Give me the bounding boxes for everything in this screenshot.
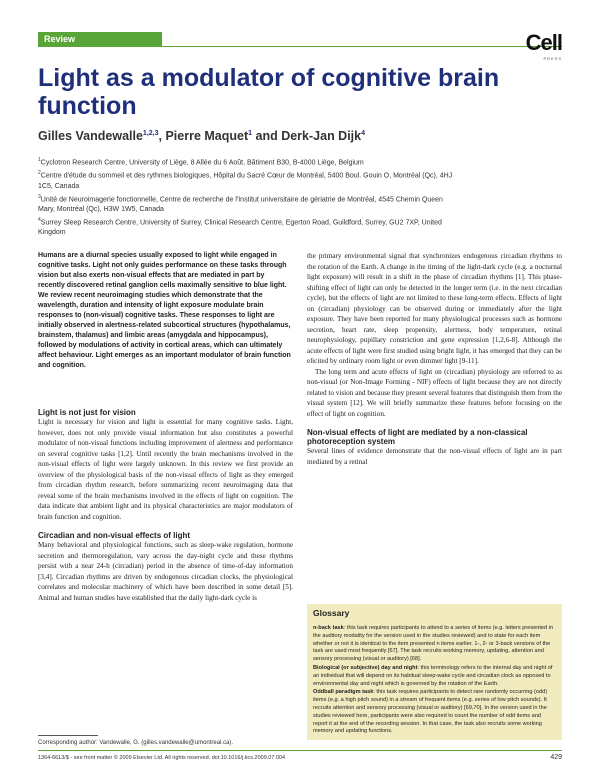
author-name: Derk-Jan Dijk: [281, 129, 362, 143]
glossary-term: n-back task: [313, 625, 344, 631]
affiliation-number: 4: [38, 216, 41, 223]
glossary-definition: : this task requires participants to attend to a series of items (e.g. letters presented in the auditory modality for the version used in the studies reviewed) and to state for each item whether or not it is identical to the item presented n items earlier. 1-, 2- or 3-back versions of the task are used most frequently [67]. The task recruits working memory, updating, attention and sensory processing (visual or auditory) [68].: [313, 625, 554, 663]
glossary-term: Oddball paradigm task: [313, 689, 374, 696]
issn-line: 1364-6613/$ - see front matter © 2009 Elsevier Ltd. All rights reserved. doi:10.1016/j.tics.2009.07.004: [38, 755, 286, 761]
author-affiliation-marker: 1,2,3: [142, 129, 159, 137]
affiliation: [38, 215, 458, 238]
affiliation-number: 3: [38, 193, 41, 200]
author-list: [38, 129, 562, 143]
body-paragraph: Light is necessary for vision and light is essential for many cognitive tasks. Light, however, does not only provide visual information but also constitutes a powerful modulator of non-visual functions including improvement of alertness and performance on several cognitive tasks [1,2]. Until recently the brain mechanisms involved in the non-visual effects of light were largely unknown. In this review we first provide an overview of the physiological basis of the non-visual effects of light as they emerged from circadian rhythm research, before summarizing recent neuroimaging data that reveal some of the brain mechanisms involved in the effects of light on cognition. The data indicate that ambient light and its physical characteristics are major modulators of brain function and cognition.: [38, 418, 293, 521]
article-title: Light as a modulator of cognitive brain function: [38, 64, 500, 120]
affiliation-text: Surrey Sleep Research Centre, University of Surrey, Clinical Research Centre, Egerton Road, Guildford, Surrey, GU2 7XP, United Kingdom: [38, 219, 442, 237]
affiliations: [38, 155, 458, 238]
author-affiliation-marker: 1: [248, 129, 253, 137]
corresponding-author: Corresponding author: Vandewalle, G. (gilles.vandewalle@umontreal.ca).: [38, 740, 234, 746]
bottom-rule: [38, 750, 562, 751]
glossary-term: Biological (or subjective) day and night: [313, 664, 418, 671]
glossary-entry: [313, 665, 557, 688]
abstract: Humans are a diurnal species usually exposed to light while engaged in cognitive tasks. Light not only guides performance on these tasks through vision but also exerts non-visual effects that are mediated in part by recently discovered retinal ganglion cells maximally sensitive to blue light. We review recent neuroimaging studies which demonstrate that the wavelength, duration and intensity of light exposure modulate brain responses to (non-visual) cognitive tasks. These responses to light are initially observed in alertness-related subcortical structures (hypothalamus, brainstem, thalamus) and limbic areas (amygdala and hippocampus), followed by modulations of activity in cortical areas, which can ultimately affect behaviour. Light emerges as an important modulator of brain function and cognition.: [38, 252, 291, 369]
left-column-body: [38, 408, 293, 603]
author-separator: ,: [158, 129, 166, 143]
affiliation: [38, 155, 458, 168]
affiliation-text: Unité de Neuroimagerie fonctionnelle, Centre de recherche de l'Institut universitaire de gériatrie de Montréal, 4545 Chemin Queen Mary, Montréal (Qc), H3W 1W5, Canada: [38, 195, 443, 213]
body-paragraph: Many behavioral and physiological functions, such as sleep-wake regulation, hormone secretion and thermoregulation, vary across the day-night cycle and these rhythms persist with a near 24-h (circadian) period in the absence of time-of-day information [3,4]. Circadian rhythms are driven by endogenous circadian clocks, the physiological correlates and molecular machinery of which have been described in some detail [5]. Animal and human studies have established that the daily light-dark cycle is: [38, 541, 293, 602]
author-affiliation-marker: 4: [361, 129, 366, 137]
section-heading: Non-visual effects of light are mediated by a non-classical photoreception system: [307, 428, 528, 446]
affiliation-text: Cyclotron Research Centre, University of Liège, 8 Allée du 6 Août, Bâtiment B30, B-4000 Liège, Belgium: [40, 159, 364, 167]
affiliation-number: 2: [38, 170, 41, 177]
body-paragraph: The long term and acute effects of light on (circadian) physiology are referred to as non-visual (or Non-Image Forming - NIF) effects of light because they are not directly related to vision and because they present several features that distinguish them from the visual system [12]. We will briefly summarize these features before focusing on the effect of light on cognition.: [307, 367, 562, 418]
glossary-definition: : this task requires participants to detect rare randomly occurring (odd) items (e.g. a high pitch sound) in a stream of frequent items (e.g. series of low pitch sounds). It recruits attention and sensory processing (visual or auditory) [69,70]. In the version used in the studies reviewed here, participants were also required to count the number of odd items and report it at the end of the recording session. In that case, the task also recruits some working memory and updating functions.: [313, 689, 548, 735]
section-tag: Review: [38, 32, 162, 46]
affiliation: [38, 192, 458, 215]
publisher-logo-sub: PRESS: [543, 56, 562, 61]
author-name: Pierre Maquet: [165, 129, 249, 143]
right-column-body: [307, 251, 562, 467]
glossary-title: Glossary: [313, 608, 350, 618]
body-paragraph: Several lines of evidence demonstrate that the non-visual effects of light are in part mediated by a retinal: [307, 447, 562, 466]
author-separator: and: [252, 129, 282, 143]
footnote-rule: [38, 735, 98, 736]
glossary-entries: [313, 625, 557, 737]
glossary-entry: [313, 625, 557, 664]
author-name: Gilles Vandewalle: [38, 129, 143, 143]
affiliation-text: Centre d'étude du sommeil et des rythmes biologiques, Hôpital du Sacré Cœur de Montréal, 5400 Boul. Gouin O, Montréal (Qc), 4HJ 1C5, Canada: [38, 172, 453, 190]
body-paragraph: the primary environmental signal that synchronizes endogenous circadian rhythms to the rotation of the Earth. A change in the timing of the light-dark cycle (e.g. a nocturnal light exposure) will result in a shift in the phase of circadian rhythms [1]. This phase-shifting effect of light can only be detected in the longer term (i.e. in the next circadian cycle), but the effects of light are not limited to these long-term effects. Effects of light on (circadian) physiology can be observed during or immediately after the light exposure. They have been reported for many physiological processes such as hormone secretion, heart rate, sleep propensity, alertness, body temperature, retinal neurophysiology, pupillary constriction and gene expression [1,2,6-8]. Although the acute effects of light were first studied using bright light, it has emerged that they can be elicited by ordinary room light or even dimmer light [9-11].: [307, 252, 562, 365]
affiliation-number: 1: [38, 157, 41, 163]
page-number: 429: [550, 754, 562, 761]
affiliation: [38, 168, 458, 191]
top-rule: [38, 46, 562, 47]
publisher-logo: Cell: [525, 30, 562, 55]
section-heading: Circadian and non-visual effects of light: [38, 531, 191, 540]
glossary-definition: : this terminology refers to the internal day and night of an individual that will depend on its habitual sleep-wake cycle and circadian clock as opposed to environmental day and night which is governed by the rotation of the Earth.: [313, 664, 553, 687]
section-heading: Light is not just for vision: [38, 408, 136, 417]
glossary-entry: [313, 689, 557, 736]
